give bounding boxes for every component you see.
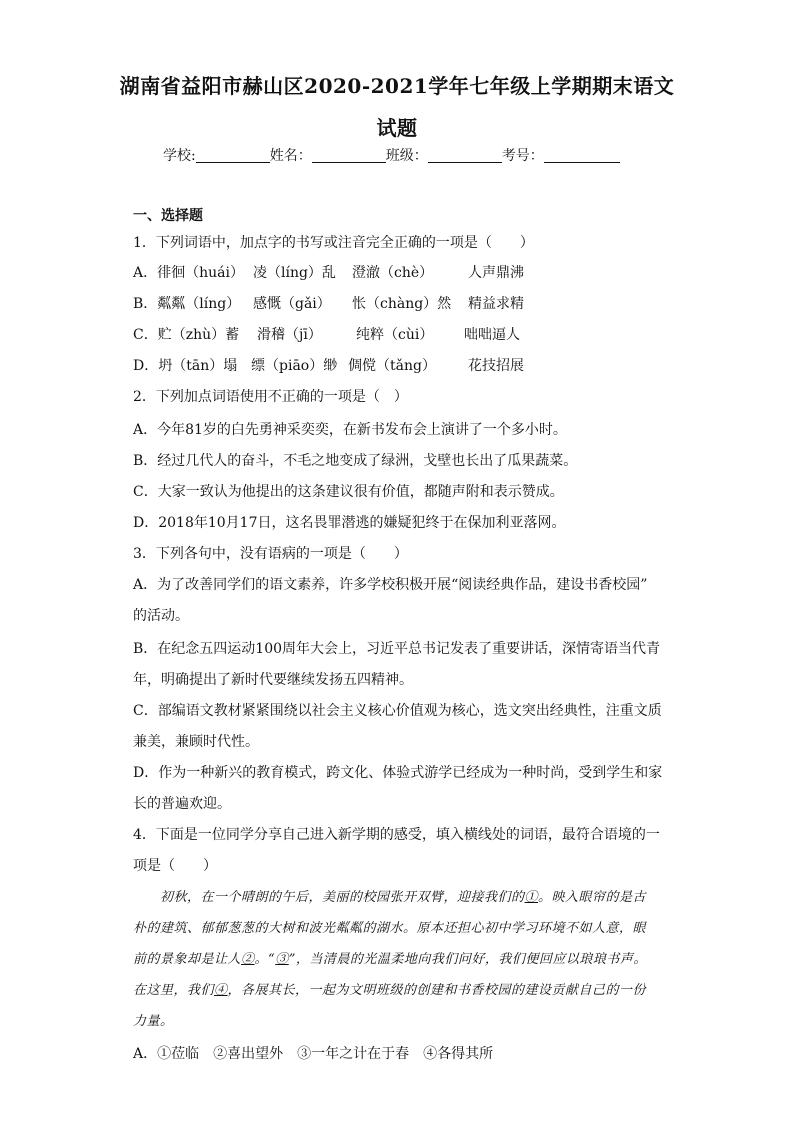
q4-stem-line2: 项是（ ） [133, 858, 217, 874]
passage-line: 在这里，我们④，各展其长，一起为文明班级的创建和书香校园的建设贡献自己的一份 [133, 983, 647, 998]
q2-option-b: B．经过几代人的奋斗，不毛之地变成了绿洲，戈壁也长出了瓜果蔬菜。 [133, 453, 578, 469]
class-blank[interactable] [428, 148, 502, 163]
q2-option-a: A．今年81岁的白先勇神采奕奕，在新书发布会上演讲了一个多小时。 [133, 422, 567, 438]
q1-option-d: D．坍（tān）塌 缥（piāo）缈 倜傥（tǎng） 花技招展 [133, 358, 524, 374]
class-label: 班级： [385, 148, 428, 164]
blank-marker-3: ③ [275, 952, 289, 967]
school-blank[interactable] [196, 148, 270, 163]
q3-line: C．部编语文教材紧紧围绕以社会主义核心价值观为核心，选文突出经典性，注重文质 [133, 703, 662, 719]
q3-line: 的活动。 [133, 608, 189, 624]
number-label: 考号： [501, 148, 544, 164]
q1-option-c: C．贮（zhù）蓄 滑稽（jī） 纯粹（cùi） 咄咄逼人 [133, 327, 520, 343]
blank-marker-1: ① [524, 890, 539, 905]
passage-line: 朴的建筑、郁郁葱葱的大树和波光粼粼的湖水。原本还担心初中学习环境不如人意，眼 [133, 921, 647, 936]
q4-option-a: A．①莅临 ②喜出望外 ③一年之计在于春 ④各得其所 [133, 1046, 494, 1062]
name-blank[interactable] [312, 148, 386, 163]
exam-title-line1: 湖南省益阳市赫山区2020-2021学年七年级上学期期末语文 [119, 74, 675, 98]
student-info-line [163, 145, 620, 165]
passage-line: 前的景象却是让人②。“③”，当清晨的光温柔地向我们问好，我们便回应以琅琅书声。 [133, 952, 647, 967]
name-label: 姓名： [269, 148, 312, 164]
q3-line: 年，明确提出了新时代要继续发扬五四精神。 [133, 672, 413, 688]
q3-line: D．作为一种新兴的教育模式，跨文化、体验式游学已经成为一种时尚，受到学生和家 [133, 765, 663, 781]
q1-option-a: A．徘徊（huái） 凌（líng）乱 澄澈（chè） 人声鼎沸 [133, 265, 524, 281]
q4-stem-line1: 4．下面是一位同学分享自己进入新学期的感受，填入横线处的词语，最符合语境的一 [133, 827, 660, 843]
q2-stem: 2．下列加点词语使用不正确的一项是（ ） [133, 389, 408, 405]
q3-line: 兼美，兼顾时代性。 [133, 734, 259, 750]
passage-line: 力量。 [133, 1014, 174, 1029]
blank-marker-4: ④ [214, 983, 228, 998]
school-label: 学校: [163, 148, 196, 164]
q2-option-c: C．大家一致认为他提出的这条建议很有价值，都随声附和表示赞成。 [133, 484, 564, 500]
blank-marker-2: ② [241, 952, 255, 967]
number-blank[interactable] [544, 148, 620, 163]
passage-line: 初秋，在一个晴朗的午后，美丽的校园张开双臂，迎接我们的①。映入眼帘的是古 [160, 890, 647, 905]
q3-line: B．在纪念五四运动100周年大会上，习近平总书记发表了重要讲话，深情寄语当代青 [133, 641, 661, 657]
q3-stem: 3．下列各句中，没有语病的一项是（ ） [133, 546, 408, 562]
exam-title-line2: 试题 [376, 116, 418, 140]
q2-option-d: D．2018年10月17日，这名畏罪潜逃的嫌疑犯终于在保加利亚落网。 [133, 515, 566, 531]
section-heading: 一、选择题 [133, 208, 203, 224]
q3-line: A．为了改善同学们的语文素养，许多学校积极开展“阅读经典作品，建设书香校园” [133, 577, 648, 593]
q1-option-b: B．粼粼（líng） 感慨（gǎi） 怅（chàng）然 精益求精 [133, 296, 524, 312]
q3-line: 长的普遍欢迎。 [133, 796, 231, 812]
q1-stem: 1．下列词语中，加点字的书写或注音完全正确的一项是（ ） [133, 235, 534, 251]
